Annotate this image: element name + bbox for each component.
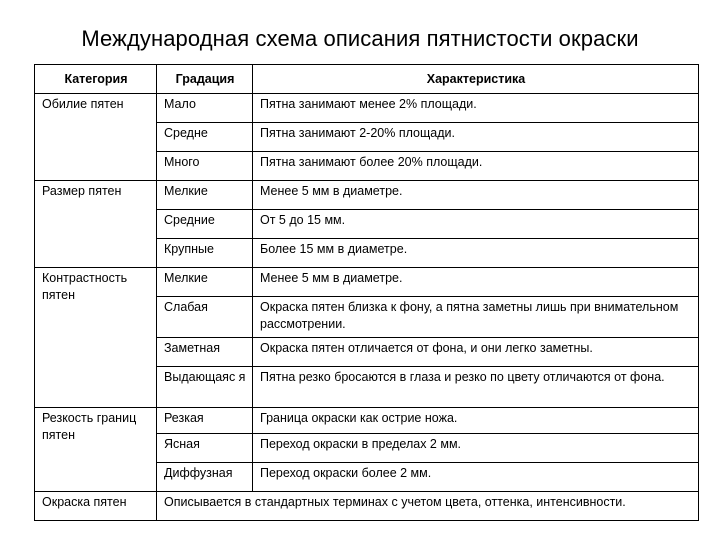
header-row — [35, 65, 699, 94]
spotting-scheme-table — [34, 64, 699, 521]
gradation-cell: Средне — [157, 123, 253, 152]
gradation-cell: Выдающаяс я — [157, 367, 253, 408]
header-gradation: Градация — [157, 65, 253, 94]
gradation-cell: Крупные — [157, 239, 253, 268]
page-title: Международная схема описания пятнистости окраски — [81, 26, 639, 51]
gradation-cell: Заметная — [157, 338, 253, 367]
characteristic-cell: Пятна занимают 2-20% площади. — [253, 123, 699, 152]
category-cell: Окраска пятен — [35, 492, 157, 521]
table-row — [35, 408, 699, 434]
characteristic-cell: Переход окраски более 2 мм. — [253, 463, 699, 492]
characteristic-cell: Переход окраски в пределах 2 мм. — [253, 434, 699, 463]
characteristic-cell: Окраска пятен отличается от фона, и они легко заметны. — [253, 338, 699, 367]
characteristic-cell: Пятна занимают более 20% площади. — [253, 152, 699, 181]
characteristic-cell: Менее 5 мм в диаметре. — [253, 181, 699, 210]
category-cell: Контрастность пятен — [35, 268, 157, 408]
header-characteristic: Характеристика — [253, 65, 699, 94]
table-row — [35, 94, 699, 123]
table-row — [35, 492, 699, 521]
characteristic-cell: Более 15 мм в диаметре. — [253, 239, 699, 268]
category-cell: Обилие пятен — [35, 94, 157, 181]
description-cell: Описывается в стандартных терминах с учетом цвета, оттенка, интенсивности. — [157, 492, 699, 521]
category-cell: Резкость границ пятен — [35, 408, 157, 492]
characteristic-cell: От 5 до 15 мм. — [253, 210, 699, 239]
characteristic-cell: Пятна занимают менее 2% площади. — [253, 94, 699, 123]
characteristic-cell: Граница окраски как острие ножа. — [253, 408, 699, 434]
gradation-cell: Слабая — [157, 297, 253, 338]
characteristic-cell: Менее 5 мм в диаметре. — [253, 268, 699, 297]
gradation-cell: Ясная — [157, 434, 253, 463]
characteristic-cell: Пятна резко бросаются в глаза и резко по цвету отличаются от фона. — [253, 367, 699, 408]
gradation-cell: Мелкие — [157, 268, 253, 297]
gradation-cell: Много — [157, 152, 253, 181]
gradation-cell: Мало — [157, 94, 253, 123]
gradation-cell: Мелкие — [157, 181, 253, 210]
characteristic-cell: Окраска пятен близка к фону, а пятна заметны лишь при внимательном рассмотрении. — [253, 297, 699, 338]
gradation-cell: Резкая — [157, 408, 253, 434]
category-cell: Размер пятен — [35, 181, 157, 268]
header-category: Категория — [35, 65, 157, 94]
gradation-cell: Диффузная — [157, 463, 253, 492]
gradation-cell: Средние — [157, 210, 253, 239]
table-row — [35, 268, 699, 297]
table-row — [35, 181, 699, 210]
